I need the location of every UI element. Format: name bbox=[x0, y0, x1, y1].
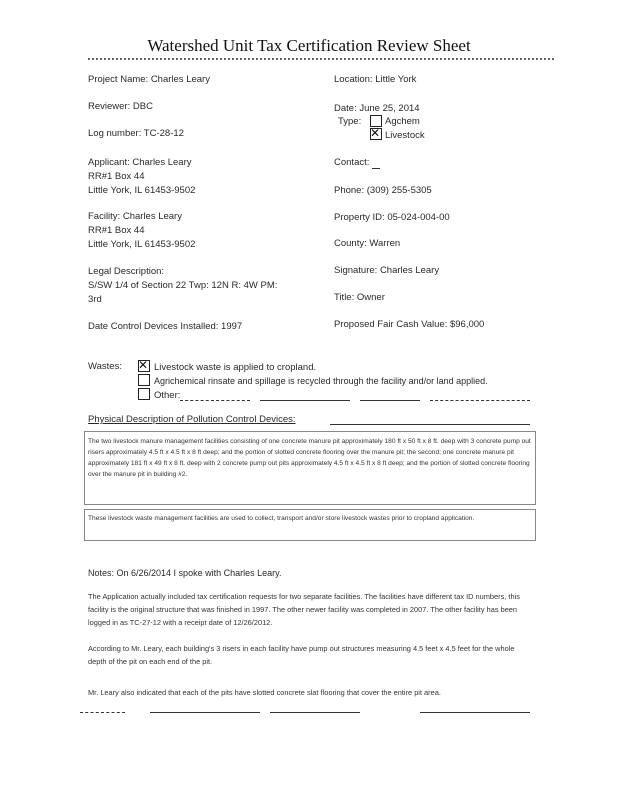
other-line-4 bbox=[430, 400, 530, 401]
notes-paragraph-3: Mr. Leary also indicated that each of the pits have slotted concrete slat flooring that cover the entire pit area. bbox=[88, 688, 441, 697]
page-title: Watershed Unit Tax Certification Review Sheet bbox=[147, 36, 471, 55]
date-installed-field: Date Control Devices Installed: 1997 bbox=[88, 321, 243, 332]
log-number-field: Log number: TC-28-12 bbox=[88, 128, 184, 139]
other-line-3 bbox=[360, 400, 420, 401]
contact-blank-line bbox=[372, 168, 380, 169]
bottom-line-2 bbox=[150, 712, 260, 713]
bottom-line-3 bbox=[270, 712, 360, 713]
physical-heading: Physical Description of Pollution Control Devices: bbox=[88, 414, 296, 425]
type-label: Type: bbox=[338, 116, 362, 127]
livestock-check-mark: ✕ bbox=[370, 126, 381, 140]
notes-paragraph-1: The Application actually included tax certification requests for two separate facilities. The facilities have different tax ID numbers, this facility is the original structure that was finished in 1997. The other newer facility was completed in 2007. The other facility has been logged in as TC-27-12 with a receipt date of 12/26/2012. bbox=[88, 592, 520, 627]
heading-line bbox=[330, 424, 530, 425]
title-field: Title: Owner bbox=[334, 292, 385, 303]
other-waste-label: Other: bbox=[154, 390, 181, 401]
reviewer-field: Reviewer: DBC bbox=[88, 101, 153, 112]
fair-cash-value-field: Proposed Fair Cash Value: $96,000 bbox=[334, 319, 485, 330]
county-field: County: Warren bbox=[334, 238, 401, 249]
applicant-name: Applicant: Charles Leary bbox=[88, 157, 192, 168]
facility-address: RR#1 Box 44 bbox=[88, 225, 145, 236]
wastes-label: Wastes: bbox=[88, 361, 122, 372]
usage-paragraph: These livestock waste management facilities are used to collect, transport and/or store livestock wastes prior to cropland application. bbox=[88, 515, 475, 522]
livestock-label: Livestock bbox=[385, 130, 425, 141]
phone-field: Phone: (309) 255-5305 bbox=[334, 185, 432, 196]
notes-first-line: Notes: On 6/26/2014 I spoke with Charles Leary. bbox=[88, 568, 282, 578]
location-field: Location: Little York bbox=[334, 74, 417, 85]
signature-field: Signature: Charles Leary bbox=[334, 265, 440, 276]
livestock-waste-text: Livestock waste is applied to cropland. bbox=[154, 362, 317, 373]
legal-description-line: S/SW 1/4 of Section 22 Twp: 12N R: 4W PM: bbox=[88, 280, 278, 291]
bottom-line-1 bbox=[80, 712, 125, 713]
physical-description-paragraph: The two livestock manure management facilities consisting of one concrete manure pit approximately 180 ft x 50 ft x 8 ft. deep with 3 concrete pump out risers approximately 4.5 ft x 4.5 ft x 8 ft deep; and the portion of slotted concrete flooring over the manure pit; the second; one concrete manure pit approximately 181 ft x 49 ft x 8 ft. deep with 2 concrete pump out pits approximately 4.5 ft x 4.5 ft x 8 ft deep; and the portion of slotted concrete flooring over the manure pit in building #2. bbox=[88, 438, 531, 478]
bottom-line-4 bbox=[420, 712, 530, 713]
agchem-label: Agchem bbox=[385, 116, 420, 127]
property-id-field: Property ID: 05-024-004-00 bbox=[334, 212, 450, 223]
applicant-city: Little York, IL 61453-9502 bbox=[88, 185, 196, 196]
facility-city: Little York, IL 61453-9502 bbox=[88, 239, 196, 250]
project-name-field: Project Name: Charles Leary bbox=[88, 74, 210, 85]
notes-paragraph-2: According to Mr. Leary, each building's 3 risers in each facility have pump out structures measuring 4.5 feet x 4.5 feet for the whole depth of the pit on each end of the pit. bbox=[88, 644, 515, 666]
other-line-2 bbox=[260, 400, 350, 401]
contact-field: Contact: bbox=[334, 157, 370, 168]
other-line-1 bbox=[180, 400, 250, 401]
other-waste-checkbox[interactable] bbox=[138, 388, 150, 400]
date-field: Date: June 25, 2014 bbox=[334, 103, 420, 114]
agrichem-waste-checkbox[interactable] bbox=[138, 374, 150, 386]
applicant-address: RR#1 Box 44 bbox=[88, 171, 145, 182]
legal-description-pm: 3rd bbox=[88, 294, 102, 305]
facility-name: Facility: Charles Leary bbox=[88, 211, 182, 222]
livestock-waste-check-mark: ✕ bbox=[138, 358, 149, 372]
agrichem-waste-text: Agrichemical rinsate and spillage is recycled through the facility and/or land applied. bbox=[154, 376, 488, 386]
legal-description-label: Legal Description: bbox=[88, 266, 165, 277]
title-underline bbox=[88, 58, 554, 62]
